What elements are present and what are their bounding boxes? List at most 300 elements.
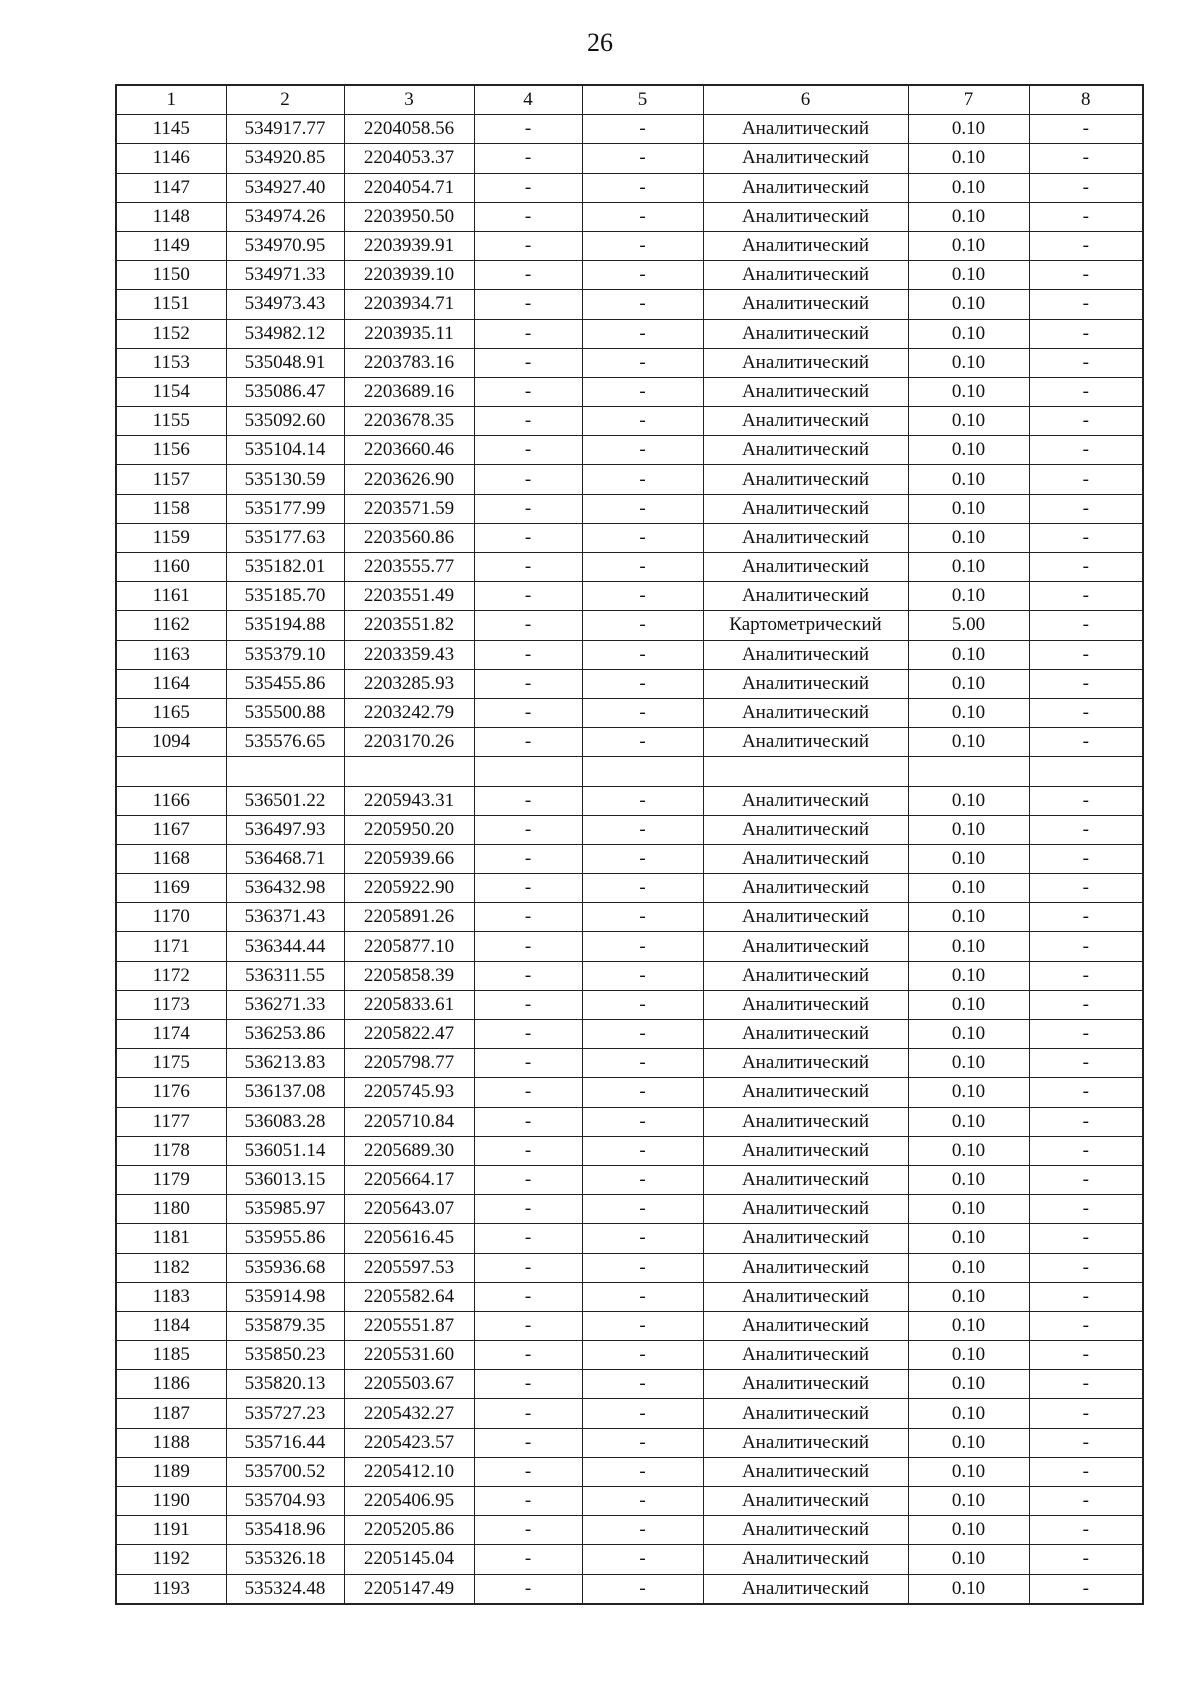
table-cell: 2203571.59 bbox=[344, 494, 474, 523]
table-cell: 1184 bbox=[116, 1311, 226, 1340]
table-cell: Аналитический bbox=[703, 231, 908, 260]
table-cell: 2205145.04 bbox=[344, 1545, 474, 1574]
table-cell: 1165 bbox=[116, 698, 226, 727]
table-row bbox=[116, 1487, 1143, 1516]
table-cell: 1164 bbox=[116, 669, 226, 698]
table-row bbox=[116, 640, 1143, 669]
table-cell: Аналитический bbox=[703, 202, 908, 231]
table-cell: Аналитический bbox=[703, 961, 908, 990]
table-row bbox=[116, 173, 1143, 202]
table-cell: - bbox=[1029, 1516, 1143, 1545]
column-header: 1 bbox=[116, 85, 226, 115]
table-cell: - bbox=[474, 1253, 582, 1282]
table-cell: 1168 bbox=[116, 844, 226, 873]
table-cell: 0.10 bbox=[908, 961, 1029, 990]
table-row bbox=[116, 815, 1143, 844]
table-cell: - bbox=[474, 115, 582, 144]
table-cell: 2205689.30 bbox=[344, 1136, 474, 1165]
table-row bbox=[116, 144, 1143, 173]
table-cell: Аналитический bbox=[703, 1049, 908, 1078]
table-cell: - bbox=[582, 1516, 703, 1545]
table-cell: 2203626.90 bbox=[344, 465, 474, 494]
table-cell: 2203935.11 bbox=[344, 319, 474, 348]
table-cell: Аналитический bbox=[703, 874, 908, 903]
table-cell: 1191 bbox=[116, 1516, 226, 1545]
table-cell: 534917.77 bbox=[226, 115, 344, 144]
table-cell: - bbox=[1029, 319, 1143, 348]
table-row bbox=[116, 319, 1143, 348]
table-row bbox=[116, 290, 1143, 319]
table-cell: - bbox=[474, 553, 582, 582]
table-row bbox=[116, 1370, 1143, 1399]
table-cell: 536253.86 bbox=[226, 1020, 344, 1049]
table-cell: 535048.91 bbox=[226, 348, 344, 377]
table-cell: 535324.48 bbox=[226, 1574, 344, 1604]
table-cell: - bbox=[1029, 582, 1143, 611]
table-cell: - bbox=[582, 553, 703, 582]
table-row bbox=[116, 1341, 1143, 1370]
table-row bbox=[116, 407, 1143, 436]
table-cell: - bbox=[582, 144, 703, 173]
table-cell: - bbox=[474, 669, 582, 698]
table-cell: 0.10 bbox=[908, 990, 1029, 1019]
table-cell: 0.10 bbox=[908, 1428, 1029, 1457]
table-cell: 2203939.91 bbox=[344, 231, 474, 260]
table-cell: 2205939.66 bbox=[344, 844, 474, 873]
table-cell: - bbox=[1029, 1341, 1143, 1370]
table-cell: 1166 bbox=[116, 786, 226, 815]
table-cell: - bbox=[1029, 815, 1143, 844]
table-row bbox=[116, 436, 1143, 465]
table-cell: 1188 bbox=[116, 1428, 226, 1457]
table-row bbox=[116, 1020, 1143, 1049]
table-cell: 0.10 bbox=[908, 1545, 1029, 1574]
table-cell: 535716.44 bbox=[226, 1428, 344, 1457]
table-cell: 0.10 bbox=[908, 1078, 1029, 1107]
table-cell: 535955.86 bbox=[226, 1224, 344, 1253]
column-header: 7 bbox=[908, 85, 1029, 115]
table-cell: 0.10 bbox=[908, 115, 1029, 144]
table-cell: - bbox=[582, 1574, 703, 1604]
table-cell: 0.10 bbox=[908, 290, 1029, 319]
table-cell: 0.10 bbox=[908, 173, 1029, 202]
table-cell: - bbox=[582, 1311, 703, 1340]
table-row bbox=[116, 523, 1143, 552]
table-row bbox=[116, 1107, 1143, 1136]
table-row bbox=[116, 1574, 1143, 1604]
table-cell: - bbox=[474, 844, 582, 873]
table-cell: - bbox=[1029, 261, 1143, 290]
table-cell: - bbox=[582, 611, 703, 640]
table-cell: Аналитический bbox=[703, 1516, 908, 1545]
table-cell: - bbox=[474, 1487, 582, 1516]
table-cell: 535177.99 bbox=[226, 494, 344, 523]
table-cell: 0.10 bbox=[908, 553, 1029, 582]
table-cell: 0.10 bbox=[908, 932, 1029, 961]
table-cell: 0.10 bbox=[908, 319, 1029, 348]
table-cell: 0.10 bbox=[908, 407, 1029, 436]
table-cell: 1193 bbox=[116, 1574, 226, 1604]
table-cell: - bbox=[474, 1020, 582, 1049]
table-cell: - bbox=[582, 1545, 703, 1574]
table-cell: 2203950.50 bbox=[344, 202, 474, 231]
table-cell: - bbox=[474, 1370, 582, 1399]
table-cell: - bbox=[582, 407, 703, 436]
table-cell: - bbox=[474, 990, 582, 1019]
table-cell: Аналитический bbox=[703, 1107, 908, 1136]
table-cell: - bbox=[1029, 1049, 1143, 1078]
table-row bbox=[116, 844, 1143, 873]
table-row bbox=[116, 874, 1143, 903]
table-cell: 2203551.82 bbox=[344, 611, 474, 640]
table-cell: 1175 bbox=[116, 1049, 226, 1078]
table-cell: - bbox=[474, 231, 582, 260]
table-cell: Аналитический bbox=[703, 1195, 908, 1224]
table-cell: - bbox=[474, 1049, 582, 1078]
table-cell: - bbox=[474, 815, 582, 844]
table-cell: 2205616.45 bbox=[344, 1224, 474, 1253]
table-row bbox=[116, 786, 1143, 815]
table-row bbox=[116, 698, 1143, 727]
table-cell: - bbox=[1029, 173, 1143, 202]
table-cell: Аналитический bbox=[703, 1487, 908, 1516]
table-cell: - bbox=[582, 698, 703, 727]
table-cell: 0.10 bbox=[908, 144, 1029, 173]
table-cell: 1147 bbox=[116, 173, 226, 202]
column-header: 4 bbox=[474, 85, 582, 115]
table-row bbox=[116, 261, 1143, 290]
table-cell: - bbox=[474, 1341, 582, 1370]
table-cell: Аналитический bbox=[703, 1457, 908, 1486]
coordinates-table bbox=[115, 84, 1144, 1605]
table-cell: Аналитический bbox=[703, 494, 908, 523]
table-cell: Аналитический bbox=[703, 1574, 908, 1604]
table-cell: 0.10 bbox=[908, 1165, 1029, 1194]
table-cell: 0.10 bbox=[908, 728, 1029, 757]
table-cell: Аналитический bbox=[703, 640, 908, 669]
table-cell: 2203934.71 bbox=[344, 290, 474, 319]
table-cell: 0.10 bbox=[908, 348, 1029, 377]
table-cell: 2205503.67 bbox=[344, 1370, 474, 1399]
table-cell: 2205745.93 bbox=[344, 1078, 474, 1107]
table-row bbox=[116, 961, 1143, 990]
table-cell: - bbox=[474, 523, 582, 552]
table-cell: 2205551.87 bbox=[344, 1311, 474, 1340]
table-cell: - bbox=[474, 465, 582, 494]
table-cell: 535879.35 bbox=[226, 1311, 344, 1340]
table-row bbox=[116, 1165, 1143, 1194]
table-cell: - bbox=[1029, 1253, 1143, 1282]
table-cell: Аналитический bbox=[703, 173, 908, 202]
column-header: 2 bbox=[226, 85, 344, 115]
table-cell: - bbox=[474, 1136, 582, 1165]
table-cell bbox=[116, 757, 226, 786]
table-cell: - bbox=[1029, 348, 1143, 377]
table-cell: Аналитический bbox=[703, 1428, 908, 1457]
table-cell: - bbox=[582, 786, 703, 815]
table-cell: 0.10 bbox=[908, 377, 1029, 406]
table-cell: - bbox=[582, 728, 703, 757]
table-row bbox=[116, 465, 1143, 494]
table-cell: - bbox=[1029, 231, 1143, 260]
table-cell: 2205643.07 bbox=[344, 1195, 474, 1224]
table-cell: 0.10 bbox=[908, 1049, 1029, 1078]
table-cell: - bbox=[1029, 523, 1143, 552]
table-cell: - bbox=[582, 874, 703, 903]
table-cell: 1160 bbox=[116, 553, 226, 582]
table-cell: - bbox=[582, 115, 703, 144]
table-cell: 535130.59 bbox=[226, 465, 344, 494]
table-row bbox=[116, 1195, 1143, 1224]
table-cell: Аналитический bbox=[703, 1020, 908, 1049]
table-cell: 2205922.90 bbox=[344, 874, 474, 903]
table-cell: - bbox=[582, 1487, 703, 1516]
table-row bbox=[116, 757, 1143, 786]
table-cell: 1190 bbox=[116, 1487, 226, 1516]
table-cell: 2205432.27 bbox=[344, 1399, 474, 1428]
table-cell: 1172 bbox=[116, 961, 226, 990]
table-cell: Аналитический bbox=[703, 728, 908, 757]
table-cell: - bbox=[582, 669, 703, 698]
table-cell: 535086.47 bbox=[226, 377, 344, 406]
table-cell: 535576.65 bbox=[226, 728, 344, 757]
table-cell: - bbox=[474, 903, 582, 932]
table-cell: 2203170.26 bbox=[344, 728, 474, 757]
table-cell: 535185.70 bbox=[226, 582, 344, 611]
table-cell: - bbox=[582, 1107, 703, 1136]
table-row bbox=[116, 377, 1143, 406]
table-cell: - bbox=[1029, 436, 1143, 465]
table-cell: - bbox=[1029, 844, 1143, 873]
table-cell: Аналитический bbox=[703, 786, 908, 815]
table-cell: Картометрический bbox=[703, 611, 908, 640]
table-cell: - bbox=[1029, 144, 1143, 173]
table-body bbox=[116, 115, 1143, 1604]
table-cell: 536432.98 bbox=[226, 874, 344, 903]
table-cell: 1159 bbox=[116, 523, 226, 552]
table-cell: 0.10 bbox=[908, 494, 1029, 523]
table-cell: - bbox=[1029, 115, 1143, 144]
table-cell: 2203555.77 bbox=[344, 553, 474, 582]
table-cell: - bbox=[1029, 1195, 1143, 1224]
table-cell: - bbox=[474, 1428, 582, 1457]
table-cell: 535985.97 bbox=[226, 1195, 344, 1224]
table-cell: - bbox=[582, 1253, 703, 1282]
table-cell: 1154 bbox=[116, 377, 226, 406]
table-cell: Аналитический bbox=[703, 348, 908, 377]
table-cell: Аналитический bbox=[703, 1136, 908, 1165]
table-cell: - bbox=[474, 173, 582, 202]
table-cell bbox=[344, 757, 474, 786]
table-cell: - bbox=[1029, 874, 1143, 903]
table-cell: - bbox=[582, 932, 703, 961]
table-cell: 1153 bbox=[116, 348, 226, 377]
table-cell: - bbox=[582, 1370, 703, 1399]
table-cell: - bbox=[474, 728, 582, 757]
table-row bbox=[116, 582, 1143, 611]
table-cell: 2203783.16 bbox=[344, 348, 474, 377]
table-cell: 1185 bbox=[116, 1341, 226, 1370]
table-cell: - bbox=[474, 290, 582, 319]
table-row bbox=[116, 1516, 1143, 1545]
table-cell: 535182.01 bbox=[226, 553, 344, 582]
table-cell: 1186 bbox=[116, 1370, 226, 1399]
table-cell: Аналитический bbox=[703, 990, 908, 1019]
table-cell: Аналитический bbox=[703, 261, 908, 290]
table-cell: Аналитический bbox=[703, 290, 908, 319]
table-cell: 2204054.71 bbox=[344, 173, 474, 202]
table-cell: 2205822.47 bbox=[344, 1020, 474, 1049]
table-row bbox=[116, 1253, 1143, 1282]
table-cell: 536271.33 bbox=[226, 990, 344, 1019]
table-cell: - bbox=[582, 1341, 703, 1370]
table-cell: - bbox=[1029, 1370, 1143, 1399]
table-row bbox=[116, 1049, 1143, 1078]
table-cell: Аналитический bbox=[703, 1253, 908, 1282]
table-row bbox=[116, 932, 1143, 961]
table-cell: - bbox=[582, 523, 703, 552]
table-cell: 534973.43 bbox=[226, 290, 344, 319]
table-row bbox=[116, 1078, 1143, 1107]
table-row bbox=[116, 669, 1143, 698]
table-cell: 535704.93 bbox=[226, 1487, 344, 1516]
table-cell: - bbox=[1029, 1165, 1143, 1194]
table-cell: - bbox=[582, 1428, 703, 1457]
table-cell: - bbox=[474, 436, 582, 465]
table-cell: Аналитический bbox=[703, 1545, 908, 1574]
table-cell: - bbox=[1029, 1311, 1143, 1340]
table-cell: - bbox=[1029, 1020, 1143, 1049]
table-cell: 1174 bbox=[116, 1020, 226, 1049]
table-cell: - bbox=[582, 1224, 703, 1253]
table-cell: - bbox=[1029, 698, 1143, 727]
table-cell: - bbox=[1029, 1107, 1143, 1136]
table-cell: 536213.83 bbox=[226, 1049, 344, 1078]
table-cell: 0.10 bbox=[908, 1311, 1029, 1340]
column-header: 3 bbox=[344, 85, 474, 115]
table-cell: Аналитический bbox=[703, 844, 908, 873]
table-cell: - bbox=[474, 1224, 582, 1253]
table-cell: 0.10 bbox=[908, 874, 1029, 903]
table-cell: - bbox=[474, 1282, 582, 1311]
table-cell: - bbox=[1029, 728, 1143, 757]
table-row bbox=[116, 903, 1143, 932]
table-cell: 1156 bbox=[116, 436, 226, 465]
table-cell: 2205877.10 bbox=[344, 932, 474, 961]
table-cell: 536137.08 bbox=[226, 1078, 344, 1107]
table-cell: - bbox=[474, 261, 582, 290]
table-cell: Аналитический bbox=[703, 698, 908, 727]
table-cell: 536013.15 bbox=[226, 1165, 344, 1194]
table-cell bbox=[1029, 757, 1143, 786]
table-cell: - bbox=[1029, 640, 1143, 669]
column-header: 8 bbox=[1029, 85, 1143, 115]
table-cell: - bbox=[474, 786, 582, 815]
table-cell: - bbox=[474, 1399, 582, 1428]
table-cell: - bbox=[474, 640, 582, 669]
table-cell: - bbox=[474, 202, 582, 231]
table-cell: 535455.86 bbox=[226, 669, 344, 698]
table-row bbox=[116, 1399, 1143, 1428]
table-cell: 1180 bbox=[116, 1195, 226, 1224]
table-cell: 0.10 bbox=[908, 202, 1029, 231]
table-cell: - bbox=[1029, 202, 1143, 231]
table-cell: 1181 bbox=[116, 1224, 226, 1253]
table-cell: Аналитический bbox=[703, 1282, 908, 1311]
table-cell: 1167 bbox=[116, 815, 226, 844]
table-cell: - bbox=[1029, 1487, 1143, 1516]
table-cell: - bbox=[582, 261, 703, 290]
table-row bbox=[116, 1282, 1143, 1311]
table-cell: - bbox=[582, 1049, 703, 1078]
table-cell: 2205943.31 bbox=[344, 786, 474, 815]
table-row bbox=[116, 553, 1143, 582]
table-cell: - bbox=[474, 1165, 582, 1194]
table-cell: 1157 bbox=[116, 465, 226, 494]
table-cell: 0.10 bbox=[908, 1516, 1029, 1545]
table-cell: 1148 bbox=[116, 202, 226, 231]
table-cell: - bbox=[582, 290, 703, 319]
table-row bbox=[116, 348, 1143, 377]
table-cell: 2203660.46 bbox=[344, 436, 474, 465]
table-cell: 536344.44 bbox=[226, 932, 344, 961]
table-cell: 1173 bbox=[116, 990, 226, 1019]
table-cell: - bbox=[1029, 553, 1143, 582]
table-cell: - bbox=[474, 1545, 582, 1574]
table-cell: 535418.96 bbox=[226, 1516, 344, 1545]
table-cell: 1152 bbox=[116, 319, 226, 348]
table-cell: 0.10 bbox=[908, 1282, 1029, 1311]
table-cell: 1150 bbox=[116, 261, 226, 290]
table-cell: 0.10 bbox=[908, 523, 1029, 552]
table-cell: - bbox=[1029, 1224, 1143, 1253]
table-row bbox=[116, 115, 1143, 144]
table-cell: 1171 bbox=[116, 932, 226, 961]
table-cell: 1094 bbox=[116, 728, 226, 757]
table-cell: 1189 bbox=[116, 1457, 226, 1486]
table-cell bbox=[582, 757, 703, 786]
table-cell: - bbox=[474, 1078, 582, 1107]
table-cell: Аналитический bbox=[703, 436, 908, 465]
table-cell: Аналитический bbox=[703, 1370, 908, 1399]
table-cell: 2203359.43 bbox=[344, 640, 474, 669]
table-cell: Аналитический bbox=[703, 1311, 908, 1340]
table-cell: 1179 bbox=[116, 1165, 226, 1194]
table-cell: 1182 bbox=[116, 1253, 226, 1282]
table-cell: - bbox=[1029, 932, 1143, 961]
table-cell: 1176 bbox=[116, 1078, 226, 1107]
table-cell: 2205710.84 bbox=[344, 1107, 474, 1136]
table-cell: 1145 bbox=[116, 115, 226, 144]
table-cell: - bbox=[582, 1195, 703, 1224]
table-cell: 2205147.49 bbox=[344, 1574, 474, 1604]
table-cell: 536311.55 bbox=[226, 961, 344, 990]
table-cell: 0.10 bbox=[908, 1107, 1029, 1136]
table-cell: 536083.28 bbox=[226, 1107, 344, 1136]
table-cell: Аналитический bbox=[703, 815, 908, 844]
table-row bbox=[116, 1428, 1143, 1457]
table-cell: 535850.23 bbox=[226, 1341, 344, 1370]
table-cell: Аналитический bbox=[703, 377, 908, 406]
table-cell: 2203551.49 bbox=[344, 582, 474, 611]
table-row bbox=[116, 1136, 1143, 1165]
table-cell: 2205858.39 bbox=[344, 961, 474, 990]
table-cell: - bbox=[474, 611, 582, 640]
table-cell: - bbox=[582, 844, 703, 873]
table-cell: 1177 bbox=[116, 1107, 226, 1136]
table-cell: - bbox=[474, 144, 582, 173]
table-cell: - bbox=[582, 436, 703, 465]
